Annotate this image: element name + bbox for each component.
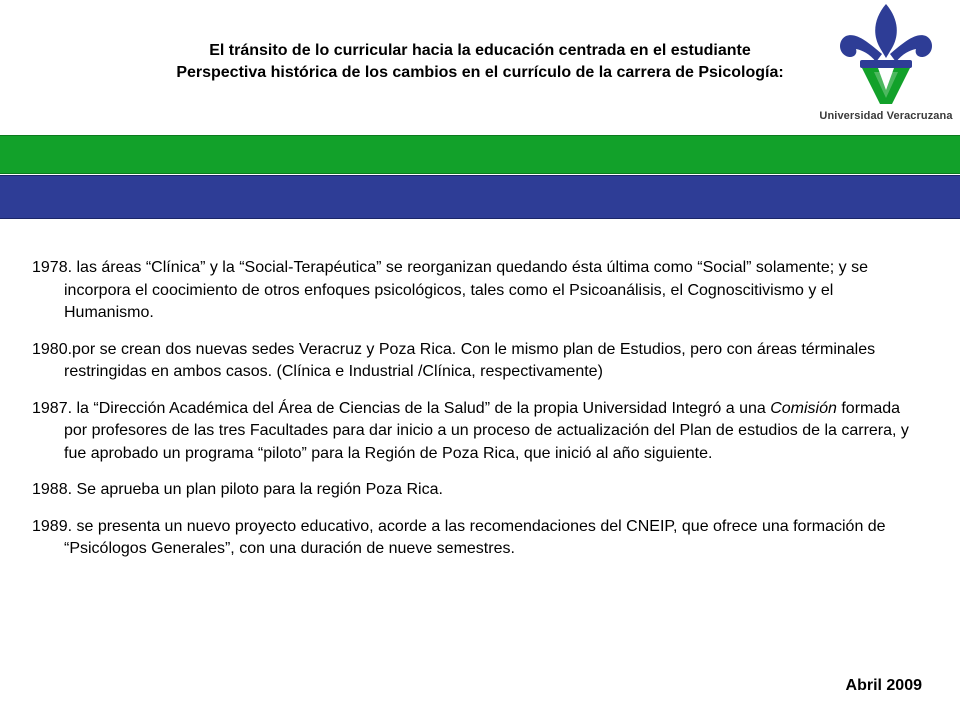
blue-banner-bar (0, 175, 960, 219)
university-logo (812, 0, 960, 134)
timeline-paragraph-1988 (32, 479, 912, 502)
logo-text: Universidad Veracruzana (819, 110, 953, 122)
fleur-de-lis-v-icon (838, 2, 934, 106)
title-line-1: El tránsito de lo curricular hacia la educación centrada en el estudiante (209, 42, 751, 59)
paragraph-text: 1978. las áreas “Clínica” y la “Social-Terapéutica” se reorganizan quedando ésta última como “Social” solamente; y se incorpora el coocimiento de otros enfoques psicológicos, tales como el Psicoanálisis, el Cognoscitivismo y el Humanismo. (32, 259, 868, 321)
paragraph-text: formada por profesores de las tres Facultades para dar inicio a un proceso de actualización del Plan de estudios de la carrera, y fue aprobado un programa “piloto” para la Región de Poza Rica, que inició al año siguiente. (64, 399, 909, 462)
green-banner-bar (0, 135, 960, 174)
timeline-paragraph-1980 (32, 339, 912, 384)
main-content (32, 257, 912, 575)
footer-date: Abril 2009 (845, 677, 922, 694)
paragraph-text: 1980.por se crean dos nuevas sedes Veracruz y Poza Rica. Con le mismo plan de Estudios, pero con áreas términales restringidas en ambos casos. (Clínica e Industrial /Clínica, respectivamente) (32, 340, 876, 380)
paragraph-text: 1989. se presenta un nuevo proyecto educativo, acorde a las recomendaciones del CNEIP, que ofrece una formación de “Psicólogos Generales”, con una duración de nueve semestres. (32, 517, 886, 557)
paragraph-text: 1988. Se aprueba un plan piloto para la región Poza Rica. (32, 481, 443, 498)
timeline-paragraph-1987 (32, 398, 912, 466)
paragraph-text: 1987. la “Dirección Académica del Área de Ciencias de la Salud” de la propia Universidad Integró a una (32, 399, 771, 417)
paragraph-italic-text: Comisión (770, 399, 837, 417)
timeline-paragraph-1989 (32, 516, 912, 561)
title-line-2: Perspectiva histórica de los cambios en el currículo de la carrera de Psicología: (176, 64, 784, 81)
timeline-paragraph-1978 (32, 257, 912, 325)
page-title (110, 40, 850, 84)
